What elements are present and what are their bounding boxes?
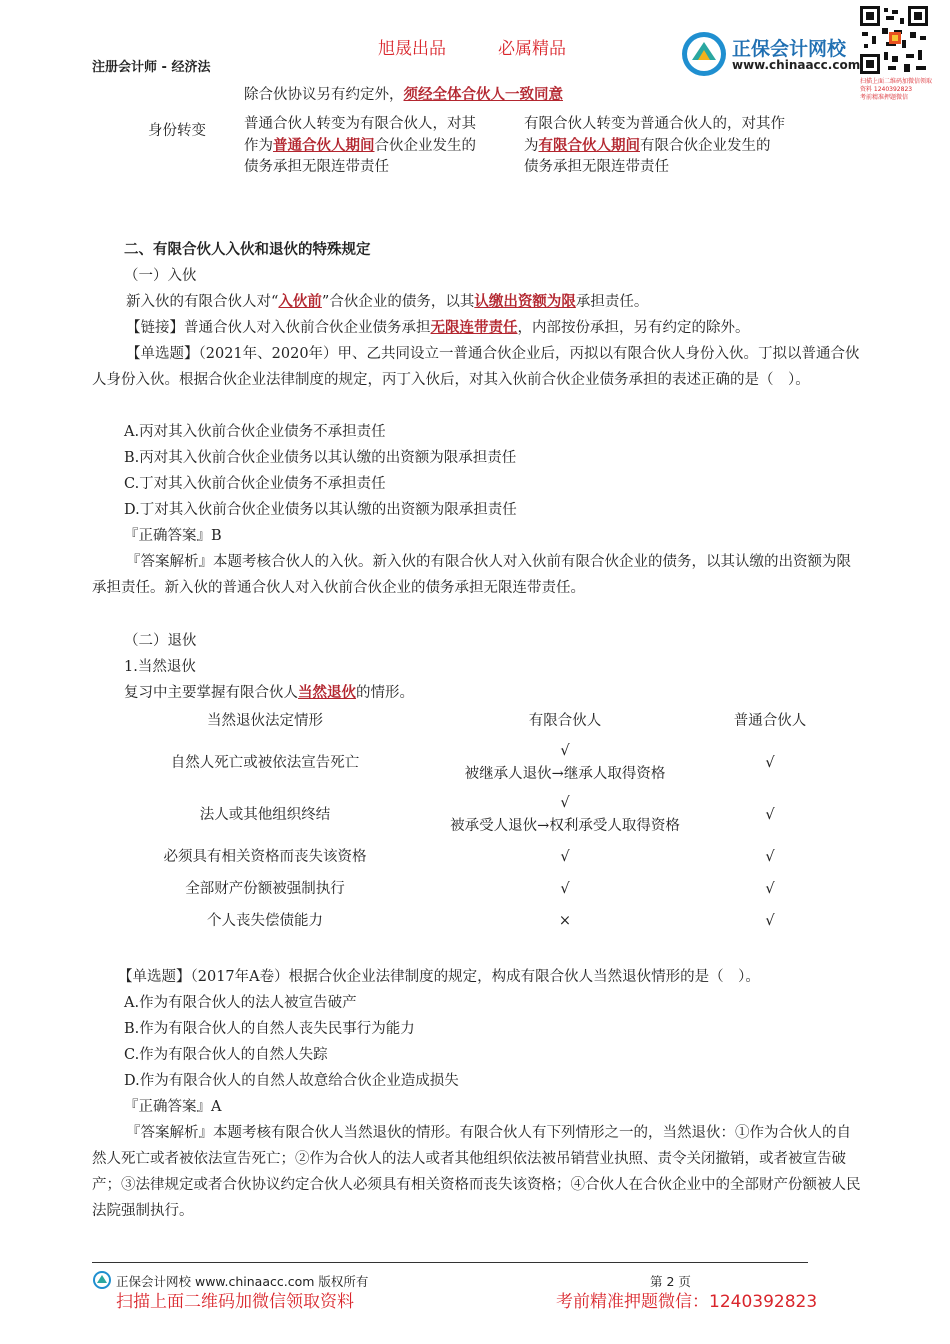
table-row-2-limited: √ (560, 795, 570, 811)
logo-icon (680, 30, 728, 78)
table-row-2-general: √ (765, 807, 775, 823)
join-rule (92, 289, 864, 315)
table-row-2-case: 法人或其他组织终结 (199, 807, 331, 823)
join-rule-highlight-2: 认缴出资额为限 (474, 293, 576, 310)
col1-line3: 债务承担无限连带责任 (244, 159, 389, 175)
footer-promo-left: 扫描上面二维码加微信领取资料 (116, 1292, 354, 1312)
question-2-option-d: D.作为有限合伙人的自然人故意给合伙企业造成损失 (124, 1073, 459, 1089)
join-rule-pre: 新入伙的有限合伙人对“ (126, 294, 279, 310)
col2-l2-pre: 为 (524, 138, 539, 154)
table-header-case: 当然退伙法定情形 (207, 713, 323, 729)
identity-col-1 (244, 114, 524, 178)
table-row-4-limited: √ (560, 881, 570, 897)
footer-copyright: 正保会计网校 www.chinaacc.com 版权所有 (116, 1274, 369, 1289)
col1-l2-highlight: 普通合伙人期间 (273, 137, 375, 154)
footer-promo-right: 考前精准押题微信：1240392823 (556, 1292, 818, 1312)
table-row-5-general: √ (765, 913, 775, 929)
link-note (92, 315, 864, 341)
prev-row-plain: 除合伙协议另有约定外， (244, 87, 404, 103)
col1-line2 (244, 135, 524, 157)
prev-row-text (244, 82, 563, 108)
question-1-answer: 『正确答案』B (124, 528, 222, 544)
qr-note-line-1: 扫描上面二维码加微信领取资料 1240392823 (860, 78, 933, 93)
col2-l2-post: 有限合伙企业发生的 (640, 138, 771, 154)
table-row-4-general: √ (765, 881, 775, 897)
row-label-identity: 身份转变 (148, 123, 206, 139)
question-1-option-b: B.丙对其入伙前合伙企业债务以其认缴的出资额为限承担责任 (124, 450, 517, 466)
review-note (124, 680, 414, 706)
question-1-option-d: D.丁对其入伙前合伙企业债务以其认缴的出资额为限承担责任 (124, 502, 517, 518)
footer-logo-icon (92, 1270, 112, 1290)
qr-note (860, 78, 932, 102)
section-title: 二、有限合伙人入伙和退伙的特殊规定 (124, 242, 371, 258)
question-2-option-a: A.作为有限合伙人的法人被宣告破产 (124, 995, 357, 1011)
link-note-pre: 【链接】普通合伙人对入伙前合伙企业债务承担 (126, 320, 431, 336)
table-row-1-limited-note: 被继承人退伙→继承人取得资格 (464, 766, 666, 782)
question-2-stem: 【单选题】（2017年A卷）根据合伙企业法律制度的规定，构成有限合伙人当然退伙情形的是（ ）。 (118, 969, 760, 985)
col2-line3: 债务承担无限连带责任 (524, 159, 669, 175)
review-note-highlight: 当然退伙 (298, 684, 356, 701)
table-row-3-general: √ (765, 849, 775, 865)
question-1-option-a: A.丙对其入伙前合伙企业债务不承担责任 (124, 424, 386, 440)
doc-subtitle: 注册会计师 - 经济法 (92, 60, 211, 75)
question-1-analysis: 『答案解析』本题考核合伙人的入伙。新入伙的有限合伙人对入伙前有限合伙企业的债务，以其认缴的出资额为限承担责任。新入伙的普通合伙人对入伙前合伙企业的债务承担无限连带责任。 (92, 554, 851, 596)
table-row-5-case: 个人丧失偿债能力 (207, 913, 323, 929)
question-2-option-b: B.作为有限合伙人的自然人丧失民事行为能力 (124, 1021, 415, 1037)
review-note-post: 的情形。 (356, 685, 414, 701)
qr-code-icon (860, 6, 928, 74)
brand-right: 必属精品 (498, 39, 566, 59)
question-2-option-c: C.作为有限合伙人的自然人失踪 (124, 1047, 328, 1063)
link-note-highlight: 无限连带责任 (430, 319, 518, 336)
qr-note-line-2: 考前精准押题微信 (860, 94, 909, 101)
table-row-3-case: 必须具有相关资格而丧失该资格 (163, 849, 367, 865)
logo-name: 正保会计网校 (732, 38, 847, 60)
col2-l2-highlight: 有限合伙人期间 (538, 137, 640, 154)
subsection-natural-withdraw: 1.当然退伙 (124, 659, 196, 675)
join-rule-mid: ”合伙企业的债务，以其 (321, 294, 475, 310)
table-row-1-general: √ (765, 755, 775, 771)
footer-divider (92, 1262, 808, 1263)
table-row-3-limited: √ (560, 849, 570, 865)
table-row-4-case: 全部财产份额被强制执行 (185, 881, 345, 897)
brand-left: 旭晟出品 (378, 39, 446, 59)
question-1-stem: 【单选题】（2021年、2020年）甲、乙共同设立一普通合伙企业后，丙拟以有限合伙人身份入伙。丁拟以普通合伙人身份入伙。根据合伙企业法律制度的规定，丙丁入伙后，对其入伙前合伙企业债务承担的表述正确的是（ ）。 (92, 346, 860, 388)
col2-line1: 有限合伙人转变为普通合伙人的，对其作 (524, 116, 785, 132)
link-note-post: ，内部按份承担，另有约定的除外。 (517, 320, 750, 336)
col1-l2-pre: 作为 (244, 138, 273, 154)
table-row-5-limited: × (558, 913, 572, 929)
question-1-option-c: C.丁对其入伙前合伙企业债务不承担责任 (124, 476, 386, 492)
footer-page-number: 第 2 页 (650, 1274, 691, 1289)
table-row-1-case: 自然人死亡或被依法宣告死亡 (170, 755, 360, 771)
join-rule-highlight-1: 入伙前 (278, 293, 322, 310)
col1-l2-post: 合伙企业发生的 (374, 138, 476, 154)
col1-line1: 普通合伙人转变为有限合伙人，对其 (244, 116, 476, 132)
question-2-answer: 『正确答案』A (124, 1099, 222, 1115)
join-rule-post: 承担责任。 (575, 294, 649, 310)
question-2-analysis: 『答案解析』本题考核有限合伙人当然退伙的情形。有限合伙人有下列情形之一的，当然退伙：①作为合伙人的自然人死亡或者被依法宣告死亡；②作为合伙人的法人或者其他组织依法被吊销营业执照、责令关闭撤销，或者被宣告破产；③法律规定或者合伙协议约定合伙人必须具有相关资格而丧失该资格；④合伙人在合伙企业中的全部财产份额被人民法院强制执行。 (92, 1125, 861, 1219)
logo-url: www.chinaacc.com (732, 58, 861, 72)
table-row-2-limited-note: 被承受人退伙→权利承受人取得资格 (450, 818, 680, 834)
subsection-withdraw: （二）退伙 (124, 633, 197, 649)
subsection-join: （一）入伙 (124, 268, 197, 284)
review-note-pre: 复习中主要掌握有限合伙人 (124, 685, 298, 701)
identity-col-2 (524, 114, 824, 178)
table-header-general: 普通合伙人 (733, 713, 807, 729)
col2-line2 (524, 135, 824, 157)
table-row-1-limited: √ (560, 743, 570, 759)
prev-row-highlight: 须经全体合伙人一致同意 (403, 86, 563, 103)
table-header-limited: 有限合伙人 (528, 713, 602, 729)
